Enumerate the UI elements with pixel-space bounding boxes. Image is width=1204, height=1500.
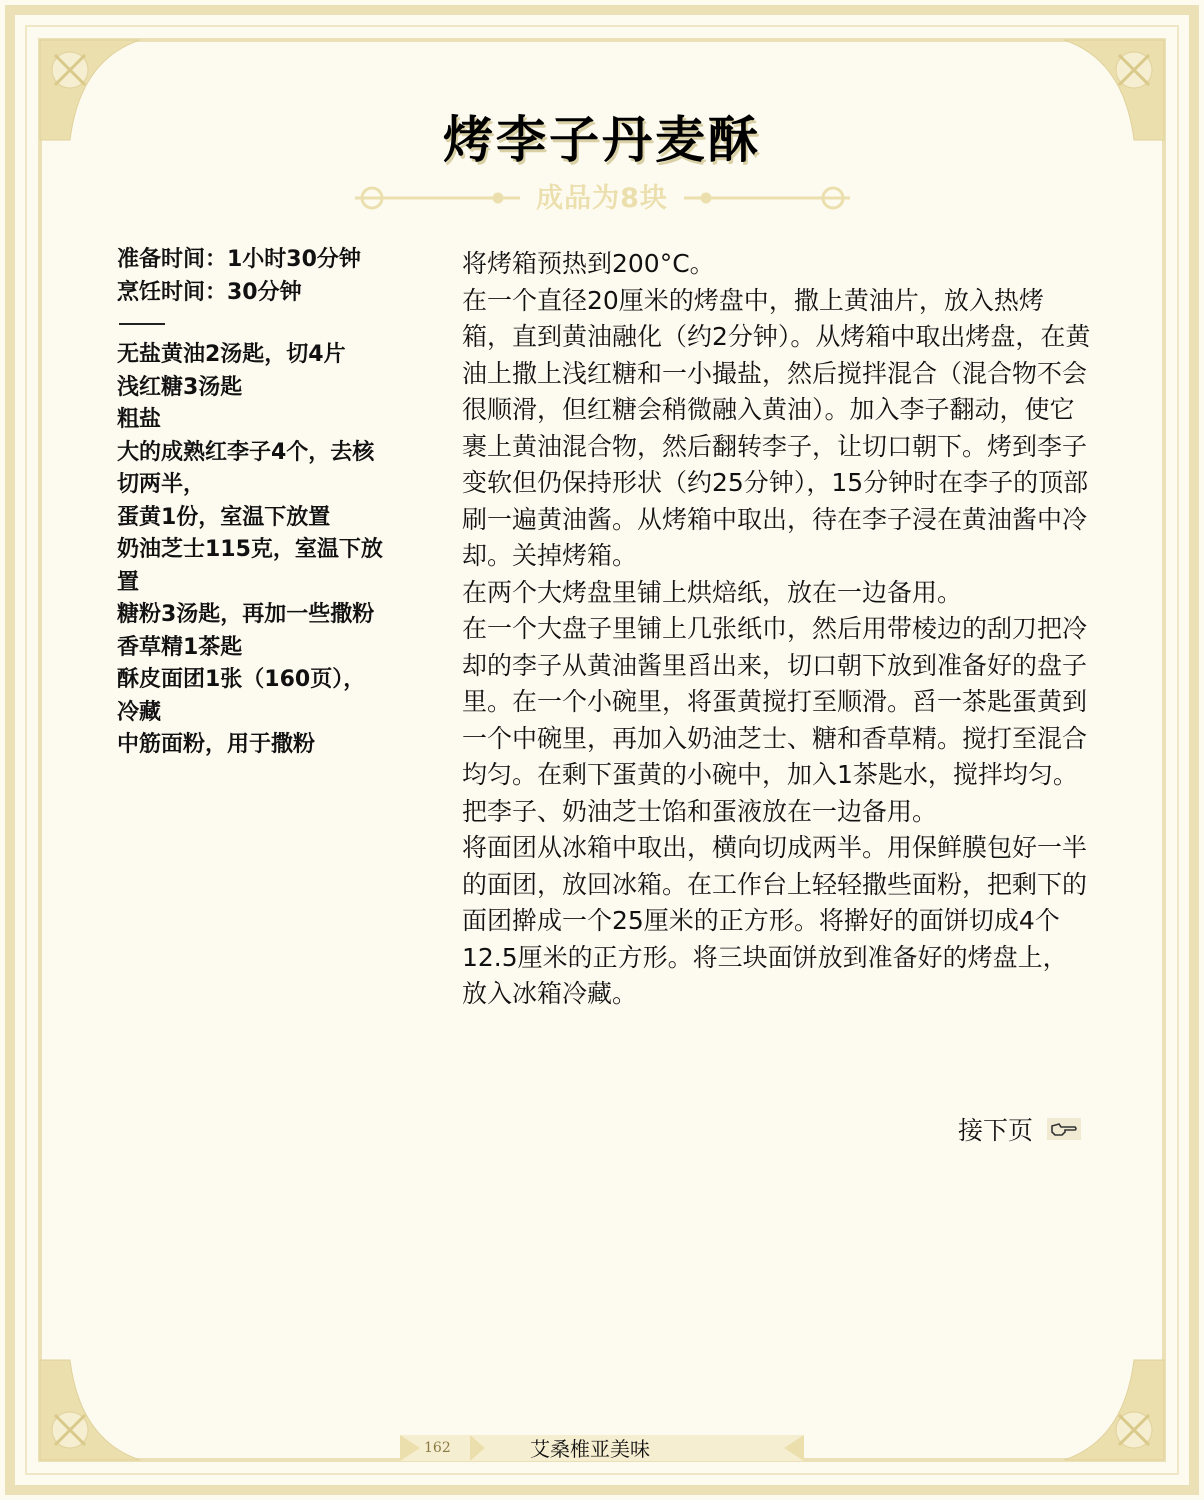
divider [119,323,165,325]
step-paragraph: 将烤箱预热到200°C。 [462,249,715,278]
ingredients-column [117,244,387,762]
ingredient-item: 中筋面粉，用于撒粉 [117,732,316,757]
next-page-link[interactable] [958,1111,1081,1147]
recipe-title: 烤李子丹麦酥 [443,111,761,169]
ingredient-item: 无盐黄油2汤匙，切4片 [117,342,346,367]
ingredient-item: 浅红糖3汤匙 [117,374,243,400]
ingredient-item: 奶油芝士115克，室温下放置 [117,537,383,595]
pointing-hand-icon [1047,1118,1081,1140]
instructions-column [462,246,1092,1013]
book-title: 艾桑椎亚美味 [530,1437,650,1461]
ingredient-item: 香草精1茶匙 [117,634,243,660]
step-paragraph: 在一个直径20厘米的烤盘中，撒上黄油片，放入热烤箱，直到黄油融化（约2分钟）。从烤箱中取出烤盘，在黄油上撒上浅红糖和一小撮盐，然后搅拌混合（混合物不会很顺滑，但红糖会稍微融入黄油）。加入李子翻动，使它裹上黄油混合物，然后翻转李子，让切口朝下。烤到李子变软但仍保持形状（约25分钟），15分钟时在李子的顶部刷一遍黄油酱。从烤箱中取出，待在李子浸在黄油酱中冷却。关掉烤箱。 [462,285,1091,570]
page-number: 162 [424,1440,451,1456]
corner-ornament-bottom-left [40,1360,140,1460]
ingredient-item: 酥皮面团1张（160页），冷藏 [117,667,366,725]
step-paragraph: 将面团从冰箱中取出，横向切成两半。用保鲜膜包好一半的面团，放回冰箱。在工作台上轻轻撒些面粉，把剩下的面团擀成一个25厘米的正方形。将擀好的面饼切成4个12.5厘米的正方形。将三块面饼放到准备好的烤盘上，放入冰箱冷藏。 [462,833,1088,1008]
ingredient-item: 糖粉3汤匙，再加一些撒粉 [117,602,375,627]
ingredient-item: 蛋黄1份，室温下放置 [117,504,331,530]
prep-time: 准备时间：1小时30分钟 [117,247,361,272]
ingredient-item: 大的成熟红李子4个，去核切两半， [117,439,375,497]
cook-time: 烹饪时间：30分钟 [117,279,302,305]
step-paragraph: 在一个大盘子里铺上几张纸巾，然后用带棱边的刮刀把冷却的李子从黄油酱里舀出来，切口朝下放到准备好的盘子里。在一个小碗里，将蛋黄搅打至顺滑。舀一茶匙蛋黄到一个中碗里，再加入奶油芝士、糖和香草精。搅打至混合均匀。在剩下蛋黄的小碗中，加入1茶匙水，搅拌均匀。把李子、奶油芝士馅和蛋液放在一边备用。 [462,614,1088,826]
next-page-label: 接下页 [958,1116,1034,1145]
ingredient-item: 粗盐 [117,407,162,432]
corner-ornament-bottom-right [1064,1360,1164,1460]
recipe-yield: 成品为8块 [536,183,668,214]
step-paragraph: 在两个大烤盘里铺上烘焙纸，放在一边备用。 [462,577,963,607]
